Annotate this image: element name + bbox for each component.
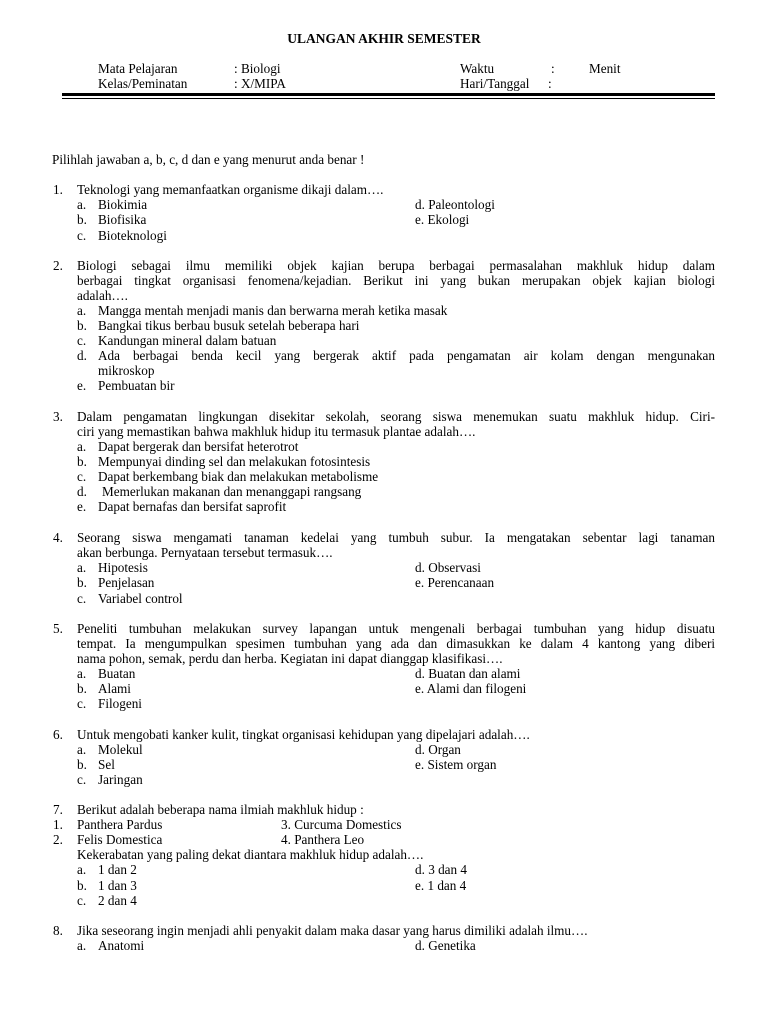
- q1-option-a-letter: a.: [77, 197, 87, 212]
- q7-option-b-letter: b.: [77, 878, 87, 893]
- q2-option-b-letter: b.: [77, 318, 87, 333]
- q7-option-e: e. 1 dan 4: [415, 878, 467, 893]
- q6-option-c-letter: c.: [77, 772, 87, 787]
- q6-option-b-letter: b.: [77, 757, 87, 772]
- exam-title: ULANGAN AKHIR SEMESTER: [287, 31, 481, 46]
- q3-number: 3.: [53, 409, 63, 424]
- q8-option-a: Anatomi: [98, 938, 145, 953]
- q3-option-d: Memerlukan makanan dan menanggapi rangsang: [102, 484, 362, 499]
- q4-option-a: Hipotesis: [98, 560, 148, 575]
- q6-option-b: Sel: [98, 757, 115, 772]
- q5-option-b: Alami: [98, 681, 131, 696]
- q5-option-c: Filogeni: [98, 696, 142, 711]
- q3-option-a: Dapat bergerak dan bersifat heterotrot: [98, 439, 299, 454]
- q6-option-c: Jaringan: [98, 772, 143, 787]
- q8-text: Jika seseorang ingin menjadi ahli penyakit dalam maka dasar yang harus dimiliki adalah ilmu….: [77, 923, 588, 938]
- q3-option-b-letter: b.: [77, 454, 87, 469]
- time-label: Waktu: [460, 61, 495, 76]
- q7-option-c: 2 dan 4: [98, 893, 137, 908]
- header-rule-thick: [62, 93, 715, 96]
- q6-text: Untuk mengobati kanker kulit, tingkat organisasi kehidupan yang dipelajari adalah….: [77, 727, 530, 742]
- q6-number: 6.: [53, 727, 63, 742]
- q2-option-b: Bangkai tikus berbau busuk setelah beberapa hari: [98, 318, 360, 333]
- q2-option-c-letter: c.: [77, 333, 87, 348]
- q1-option-b: Biofisika: [98, 212, 147, 227]
- q4-option-b: Penjelasan: [98, 575, 155, 590]
- q2-option-e: Pembuatan bir: [98, 378, 175, 393]
- q3-text-line2: ciri yang memastikan bahwa makhluk hidup itu termasuk plantae adalah….: [77, 424, 476, 439]
- q7-option-a: 1 dan 2: [98, 862, 137, 877]
- q4-option-b-letter: b.: [77, 575, 87, 590]
- q4-text-line1: Seorang siswa mengamati tanaman kedelai yang tumbuh subur. Ia mengatakan sebentar lagi tanaman: [77, 530, 715, 545]
- q6-option-a: Molekul: [98, 742, 143, 757]
- q5-text-line2: tempat. Ia mengumpulkan spesimen tumbuhan yang ada dan dimasukkan ke dalam 4 kantong yang diberi: [77, 636, 715, 651]
- class-label: Kelas/Peminatan: [98, 76, 188, 91]
- instruction: Pilihlah jawaban a, b, c, d dan e yang menurut anda benar !: [52, 152, 365, 167]
- q7-item1-number: 1.: [53, 817, 63, 832]
- header-rule-thin: [62, 98, 715, 99]
- q4-option-c-letter: c.: [77, 591, 87, 606]
- q2-option-e-letter: e.: [77, 378, 87, 393]
- q5-option-c-letter: c.: [77, 696, 87, 711]
- q4-option-c: Variabel control: [98, 591, 183, 606]
- q5-text-line1: Peneliti tumbuhan melakukan survey lapangan untuk mengenali berbagai tumbuhan yang hidup disuatu: [77, 621, 715, 636]
- subject-label: Mata Pelajaran: [98, 61, 178, 76]
- q3-option-a-letter: a.: [77, 439, 87, 454]
- q3-option-b: Mempunyai dinding sel dan melakukan fotosintesis: [98, 454, 371, 469]
- q2-option-d-line1: Ada berbagai benda kecil yang bergerak aktif pada pengamatan air kolam dengan mengunakan: [98, 348, 715, 363]
- q5-option-e: e. Alami dan filogeni: [415, 681, 527, 696]
- q7-item1: Panthera Pardus: [77, 817, 163, 832]
- q1-option-c-letter: c.: [77, 228, 87, 243]
- q8-option-d: d. Genetika: [415, 938, 476, 953]
- q2-option-d-line2: mikroskop: [98, 363, 155, 378]
- q5-option-b-letter: b.: [77, 681, 87, 696]
- q1-option-c: Bioteknologi: [98, 228, 167, 243]
- q4-text-line2: akan berbunga. Pernyataan tersebut termasuk….: [77, 545, 333, 560]
- q1-option-a: Biokimia: [98, 197, 148, 212]
- q2-text-line2: berbagai tingkat organisasi fenomena/kejadian. Berikut ini yang bukan merupakan objek kajian biologi: [77, 273, 715, 288]
- q4-number: 4.: [53, 530, 63, 545]
- q2-option-a: Mangga mentah menjadi manis dan berwarna merah ketika masak: [98, 303, 448, 318]
- q1-option-b-letter: b.: [77, 212, 87, 227]
- subject-value: : Biologi: [234, 61, 281, 76]
- q2-option-c: Kandungan mineral dalam batuan: [98, 333, 277, 348]
- q7-number: 7.: [53, 802, 63, 817]
- q7-text: Berikut adalah beberapa nama ilmiah makhluk hidup :: [77, 802, 364, 817]
- time-colon: :: [551, 61, 555, 76]
- q7-item3: 3. Curcuma Domestics: [281, 817, 402, 832]
- q7-item4: 4. Panthera Leo: [281, 832, 365, 847]
- q7-option-c-letter: c.: [77, 893, 87, 908]
- q6-option-a-letter: a.: [77, 742, 87, 757]
- class-value: : X/MIPA: [234, 76, 286, 91]
- q5-option-d: d. Buatan dan alami: [415, 666, 521, 681]
- q4-option-a-letter: a.: [77, 560, 87, 575]
- q7-option-d: d. 3 dan 4: [415, 862, 468, 877]
- q2-number: 2.: [53, 258, 63, 273]
- q1-option-d: d. Paleontologi: [415, 197, 495, 212]
- q8-option-a-letter: a.: [77, 938, 87, 953]
- q7-question: Kekerabatan yang paling dekat diantara makhluk hidup adalah….: [77, 847, 424, 862]
- q3-option-e-letter: e.: [77, 499, 87, 514]
- q8-number: 8.: [53, 923, 63, 938]
- q7-option-b: 1 dan 3: [98, 878, 137, 893]
- q5-text-line3: nama pohon, semak, perdu dan herba. Kegiatan ini dapat dianggap klasifikasi….: [77, 651, 503, 666]
- q5-number: 5.: [53, 621, 63, 636]
- q2-option-a-letter: a.: [77, 303, 87, 318]
- q1-text: Teknologi yang memanfaatkan organisme dikaji dalam….: [77, 182, 384, 197]
- time-value: Menit: [589, 61, 621, 76]
- q3-text-line1: Dalam pengamatan lingkungan disekitar sekolah, seorang siswa menemukan suatu makhluk hidup. Ciri-: [77, 409, 715, 424]
- q4-option-d: d. Observasi: [415, 560, 481, 575]
- q1-number: 1.: [53, 182, 63, 197]
- q3-option-d-letter: d.: [77, 484, 87, 499]
- q2-text-line1: Biologi sebagai ilmu memiliki objek kajian berupa berbagai permasalahan makhluk hidup dalam: [77, 258, 715, 273]
- day-colon: :: [548, 76, 552, 91]
- q7-option-a-letter: a.: [77, 862, 87, 877]
- q3-option-c: Dapat berkembang biak dan melakukan metabolisme: [98, 469, 379, 484]
- day-label: Hari/Tanggal: [460, 76, 530, 91]
- q1-option-e: e. Ekologi: [415, 212, 470, 227]
- q3-option-e: Dapat bernafas dan bersifat saprofit: [98, 499, 287, 514]
- q6-option-e: e. Sistem organ: [415, 757, 497, 772]
- q5-option-a-letter: a.: [77, 666, 87, 681]
- q5-option-a: Buatan: [98, 666, 136, 681]
- q6-option-d: d. Organ: [415, 742, 461, 757]
- q4-option-e: e. Perencanaan: [415, 575, 495, 590]
- q7-item2-number: 2.: [53, 832, 63, 847]
- q7-item2: Felis Domestica: [77, 832, 163, 847]
- q3-option-c-letter: c.: [77, 469, 87, 484]
- q2-text-line3: adalah….: [77, 288, 128, 303]
- q2-option-d-letter: d.: [77, 348, 87, 363]
